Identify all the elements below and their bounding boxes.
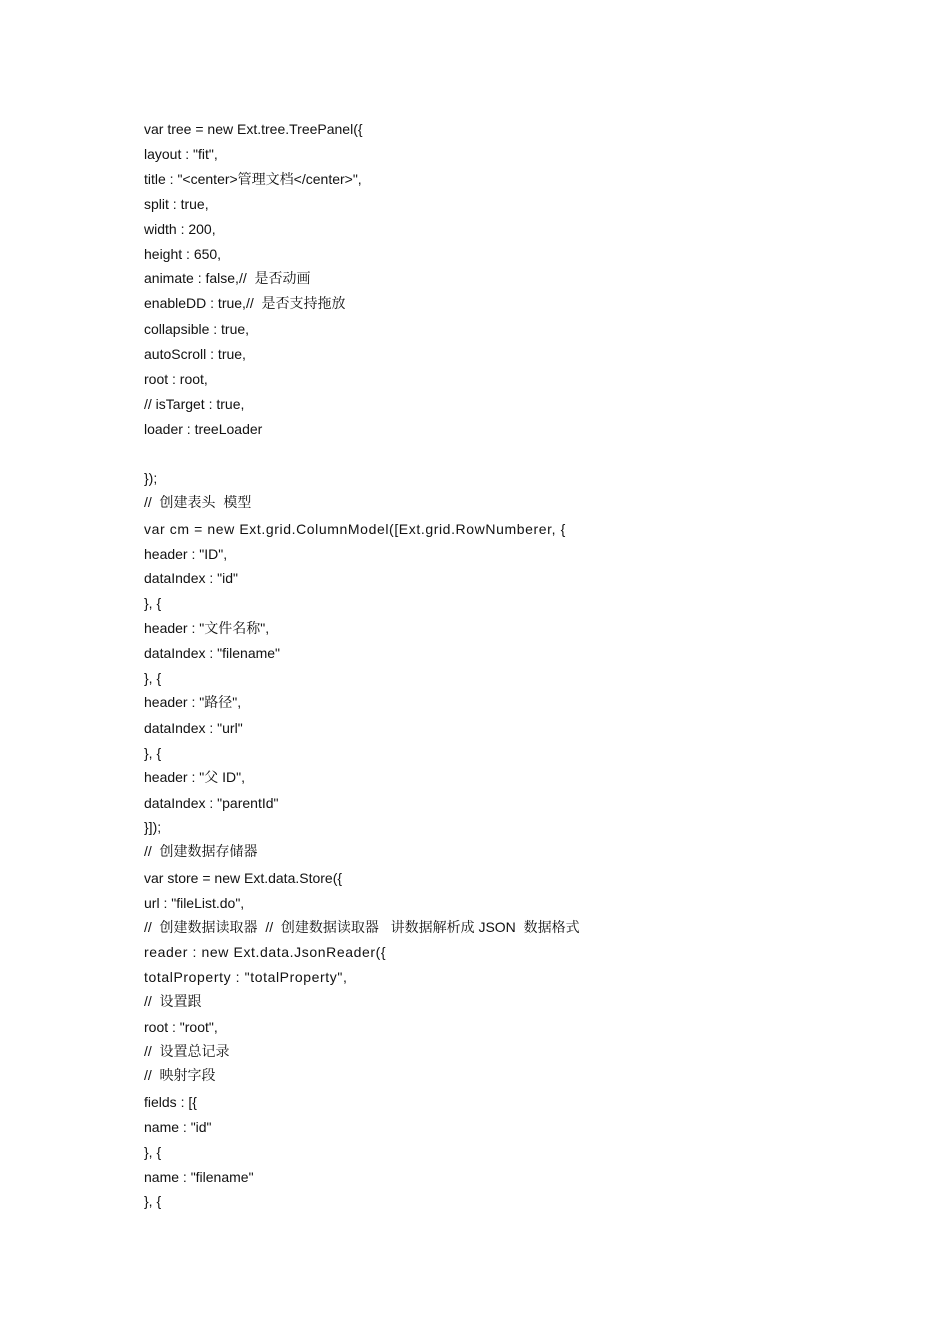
code-line: }, {: [144, 1144, 162, 1160]
code-line: // 映射字段: [144, 1067, 216, 1083]
code-line: dataIndex : "url": [144, 720, 243, 736]
code-line: title : "<center>管理文档</center>",: [144, 171, 362, 187]
code-line: }, {: [144, 1193, 162, 1209]
code-line: reader : new Ext.data.JsonReader({: [144, 944, 387, 960]
code-line: header : "路径",: [144, 694, 242, 710]
code-line: name : "id": [144, 1119, 212, 1135]
code-line: width : 200,: [144, 221, 216, 237]
code-line: }, {: [144, 745, 162, 761]
code-line: }, {: [144, 670, 162, 686]
code-line: var cm = new Ext.grid.ColumnModel([Ext.grid.RowNumberer, {: [144, 521, 566, 537]
code-line: height : 650,: [144, 246, 222, 262]
code-line: // 创建数据存储器: [144, 843, 258, 859]
code-line: header : "ID",: [144, 546, 228, 562]
code-line: // 创建数据读取器 // 创建数据读取器 讲数据解析成 JSON 数据格式: [144, 919, 580, 935]
code-line: layout : "fit",: [144, 146, 218, 162]
code-line: split : true,: [144, 196, 209, 212]
code-line: var store = new Ext.data.Store({: [144, 870, 343, 886]
code-line: totalProperty : "totalProperty",: [144, 969, 348, 985]
code-line: var tree = new Ext.tree.TreePanel({: [144, 121, 363, 137]
code-line: header : "父 ID",: [144, 769, 245, 785]
code-line: // 创建表头 模型: [144, 494, 252, 510]
code-line: animate : false,// 是否动画: [144, 270, 311, 286]
code-line: // 设置跟: [144, 993, 202, 1009]
code-line: // isTarget : true,: [144, 396, 245, 412]
code-line: name : "filename": [144, 1169, 254, 1185]
code-line: root : "root",: [144, 1019, 218, 1035]
code-line: dataIndex : "id": [144, 570, 239, 586]
code-line: // 设置总记录: [144, 1043, 230, 1059]
code-line: enableDD : true,// 是否支持拖放: [144, 295, 346, 311]
code-line: url : "fileList.do",: [144, 895, 245, 911]
code-line: loader : treeLoader: [144, 421, 263, 437]
code-line: dataIndex : "filename": [144, 645, 281, 661]
code-line: });: [144, 470, 158, 486]
code-line: }, {: [144, 595, 162, 611]
code-line: fields : [{: [144, 1094, 197, 1110]
code-line: }]);: [144, 819, 162, 835]
code-line: root : root,: [144, 371, 208, 387]
code-line: dataIndex : "parentId": [144, 795, 279, 811]
code-line: collapsible : true,: [144, 321, 250, 337]
code-line: autoScroll : true,: [144, 346, 246, 362]
code-line: header : "文件名称",: [144, 620, 270, 636]
